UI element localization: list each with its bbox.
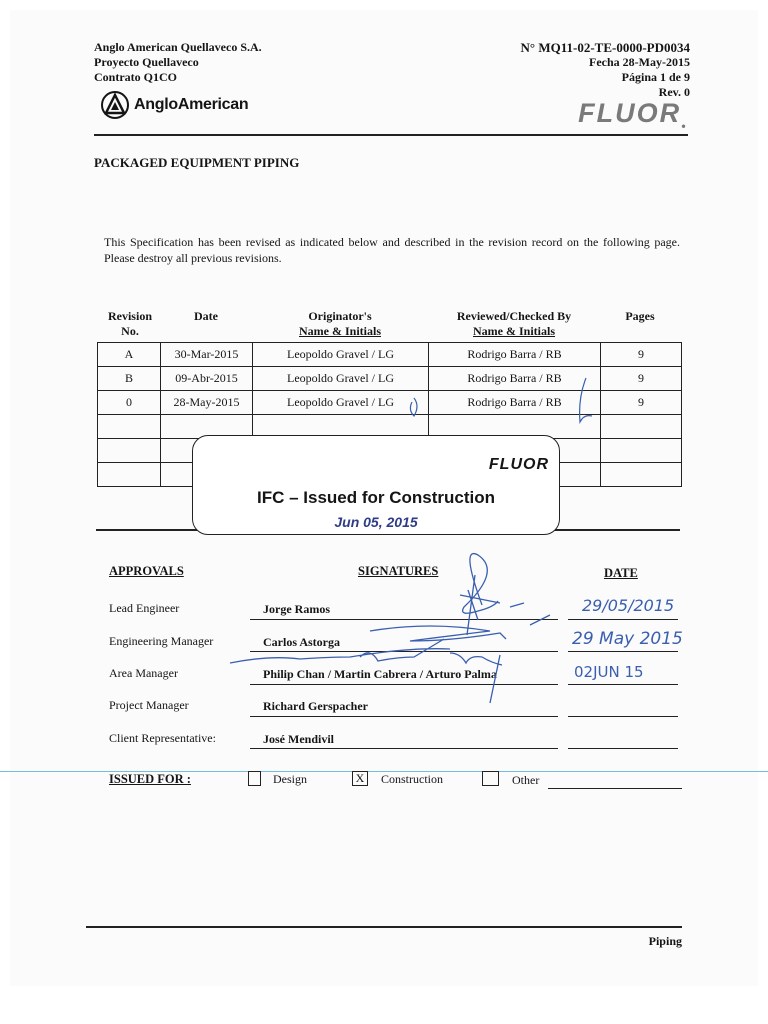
date-line [568, 716, 678, 717]
contract-name: Contrato Q1CO [94, 70, 177, 84]
page-count: Página 1 de 9 [621, 70, 690, 84]
revision-label: Rev. 0 [658, 85, 690, 99]
cell-originator: Leopoldo Gravel / LG [253, 367, 429, 391]
signatures-heading: SIGNATURES [358, 564, 439, 578]
signer-client-representative: José Mendivil [263, 732, 334, 746]
option-design-label: Design [273, 772, 307, 786]
header-document-info [521, 40, 691, 100]
option-other-label: Other [512, 773, 540, 787]
date-handwritten: 02JUN 15 [574, 663, 644, 681]
header-company-block [94, 40, 262, 85]
handwritten-initials [390, 370, 610, 430]
document-date: Fecha 28-May-2015 [589, 55, 690, 69]
fluor-wordmark: FLUOR [578, 98, 682, 128]
cell-pages: 9 [601, 343, 682, 367]
approvals-heading: APPROVALS [109, 564, 184, 578]
checkbox-design[interactable] [248, 771, 261, 786]
cell-reviewer: Rodrigo Barra / RB [429, 343, 601, 367]
other-fill-line [548, 788, 682, 789]
col-header-date: Date [194, 309, 218, 323]
date-line [568, 684, 678, 685]
option-construction-label: Construction [381, 772, 443, 786]
checkbox-other[interactable] [482, 771, 499, 786]
cell-pages: 9 [601, 367, 682, 391]
date-line [568, 651, 678, 652]
col-header-originator [252, 309, 428, 339]
document-title: PACKAGED EQUIPMENT PIPING [94, 155, 300, 170]
cell-reviewer: Rodrigo Barra / RB [429, 367, 601, 391]
cell-date: 09-Abr-2015 [161, 367, 253, 391]
cell-pages: 9 [601, 391, 682, 415]
signature-line [250, 748, 558, 749]
fluor-logo: $FLUOR_●$ [578, 98, 688, 131]
role-project-manager: Project Manager [109, 698, 189, 712]
intro-paragraph: This Specification has been revised as indicated below and described in the revision record on the following page. Please destroy all previous revisions. [104, 235, 680, 265]
angloamerican-wordmark: AngloAmerican [134, 96, 249, 113]
signer-lead-engineer: Jorge Ramos [263, 602, 330, 616]
signature-line [250, 716, 558, 717]
date-heading: DATE [604, 566, 638, 580]
role-lead-engineer: Lead Engineer [109, 601, 180, 615]
col-header-reviewer-line1: Reviewed/Checked By [456, 309, 572, 323]
date-line [568, 619, 678, 620]
col-header-reviewer [428, 309, 600, 339]
cell-date: 28-May-2015 [161, 391, 253, 415]
signer-engineering-manager: Carlos Astorga [263, 635, 340, 649]
stamp-date: Jun 05, 2015 [334, 514, 418, 530]
company-name: Anglo American Quellaveco S.A. [94, 40, 262, 54]
cell-rev: B [98, 367, 161, 391]
issued-for-label: ISSUED FOR : [109, 772, 191, 786]
stamp-fluor-wordmark: FLUOR [488, 456, 549, 473]
footer-section-label: Piping [648, 934, 682, 948]
col-header-originator-line1: Originator's [308, 309, 372, 323]
checkbox-construction[interactable]: X [352, 771, 368, 786]
cell-reviewer: Rodrigo Barra / RB [429, 391, 601, 415]
date-line [568, 748, 678, 749]
ifc-stamp [192, 435, 560, 535]
cell-date: 30-Mar-2015 [161, 343, 253, 367]
cell-rev: A [98, 343, 161, 367]
col-header-revision [100, 309, 160, 339]
handwritten-signatures [220, 545, 560, 715]
col-header-revision-line2: No. [121, 324, 139, 338]
role-area-manager: Area Manager [109, 666, 178, 680]
role-client-representative: Client Representative: [109, 731, 216, 745]
date-handwritten: 29 May 2015 [572, 629, 683, 649]
stamp-status: IFC – Issued for Construction [256, 488, 496, 507]
col-header-originator-line2: Name & Initials [299, 324, 381, 338]
signer-area-manager: Philip Chan / Martin Cabrera / Arturo Palma [263, 667, 497, 681]
table-row [98, 343, 682, 367]
role-engineering-manager: Engineering Manager [109, 634, 214, 648]
cell-originator: Leopoldo Gravel / LG [253, 391, 429, 415]
footer-rule [86, 926, 682, 928]
header-rule [94, 134, 688, 136]
date-handwritten: 29/05/2015 [582, 596, 675, 615]
angloamerican-emblem-icon [100, 90, 130, 120]
angloamerican-logo [100, 90, 248, 120]
col-header-pages: Pages [625, 309, 655, 323]
project-name: Proyecto Quellaveco [94, 55, 199, 69]
cell-rev: 0 [98, 391, 161, 415]
cell-originator: Leopoldo Gravel / LG [253, 343, 429, 367]
signer-project-manager: Richard Gerspacher [263, 699, 368, 713]
col-header-revision-line1: Revision [107, 309, 152, 323]
document-number: N° MQ11-02-TE-0000-PD0034 [520, 40, 690, 55]
col-header-reviewer-line2: Name & Initials [473, 324, 555, 338]
